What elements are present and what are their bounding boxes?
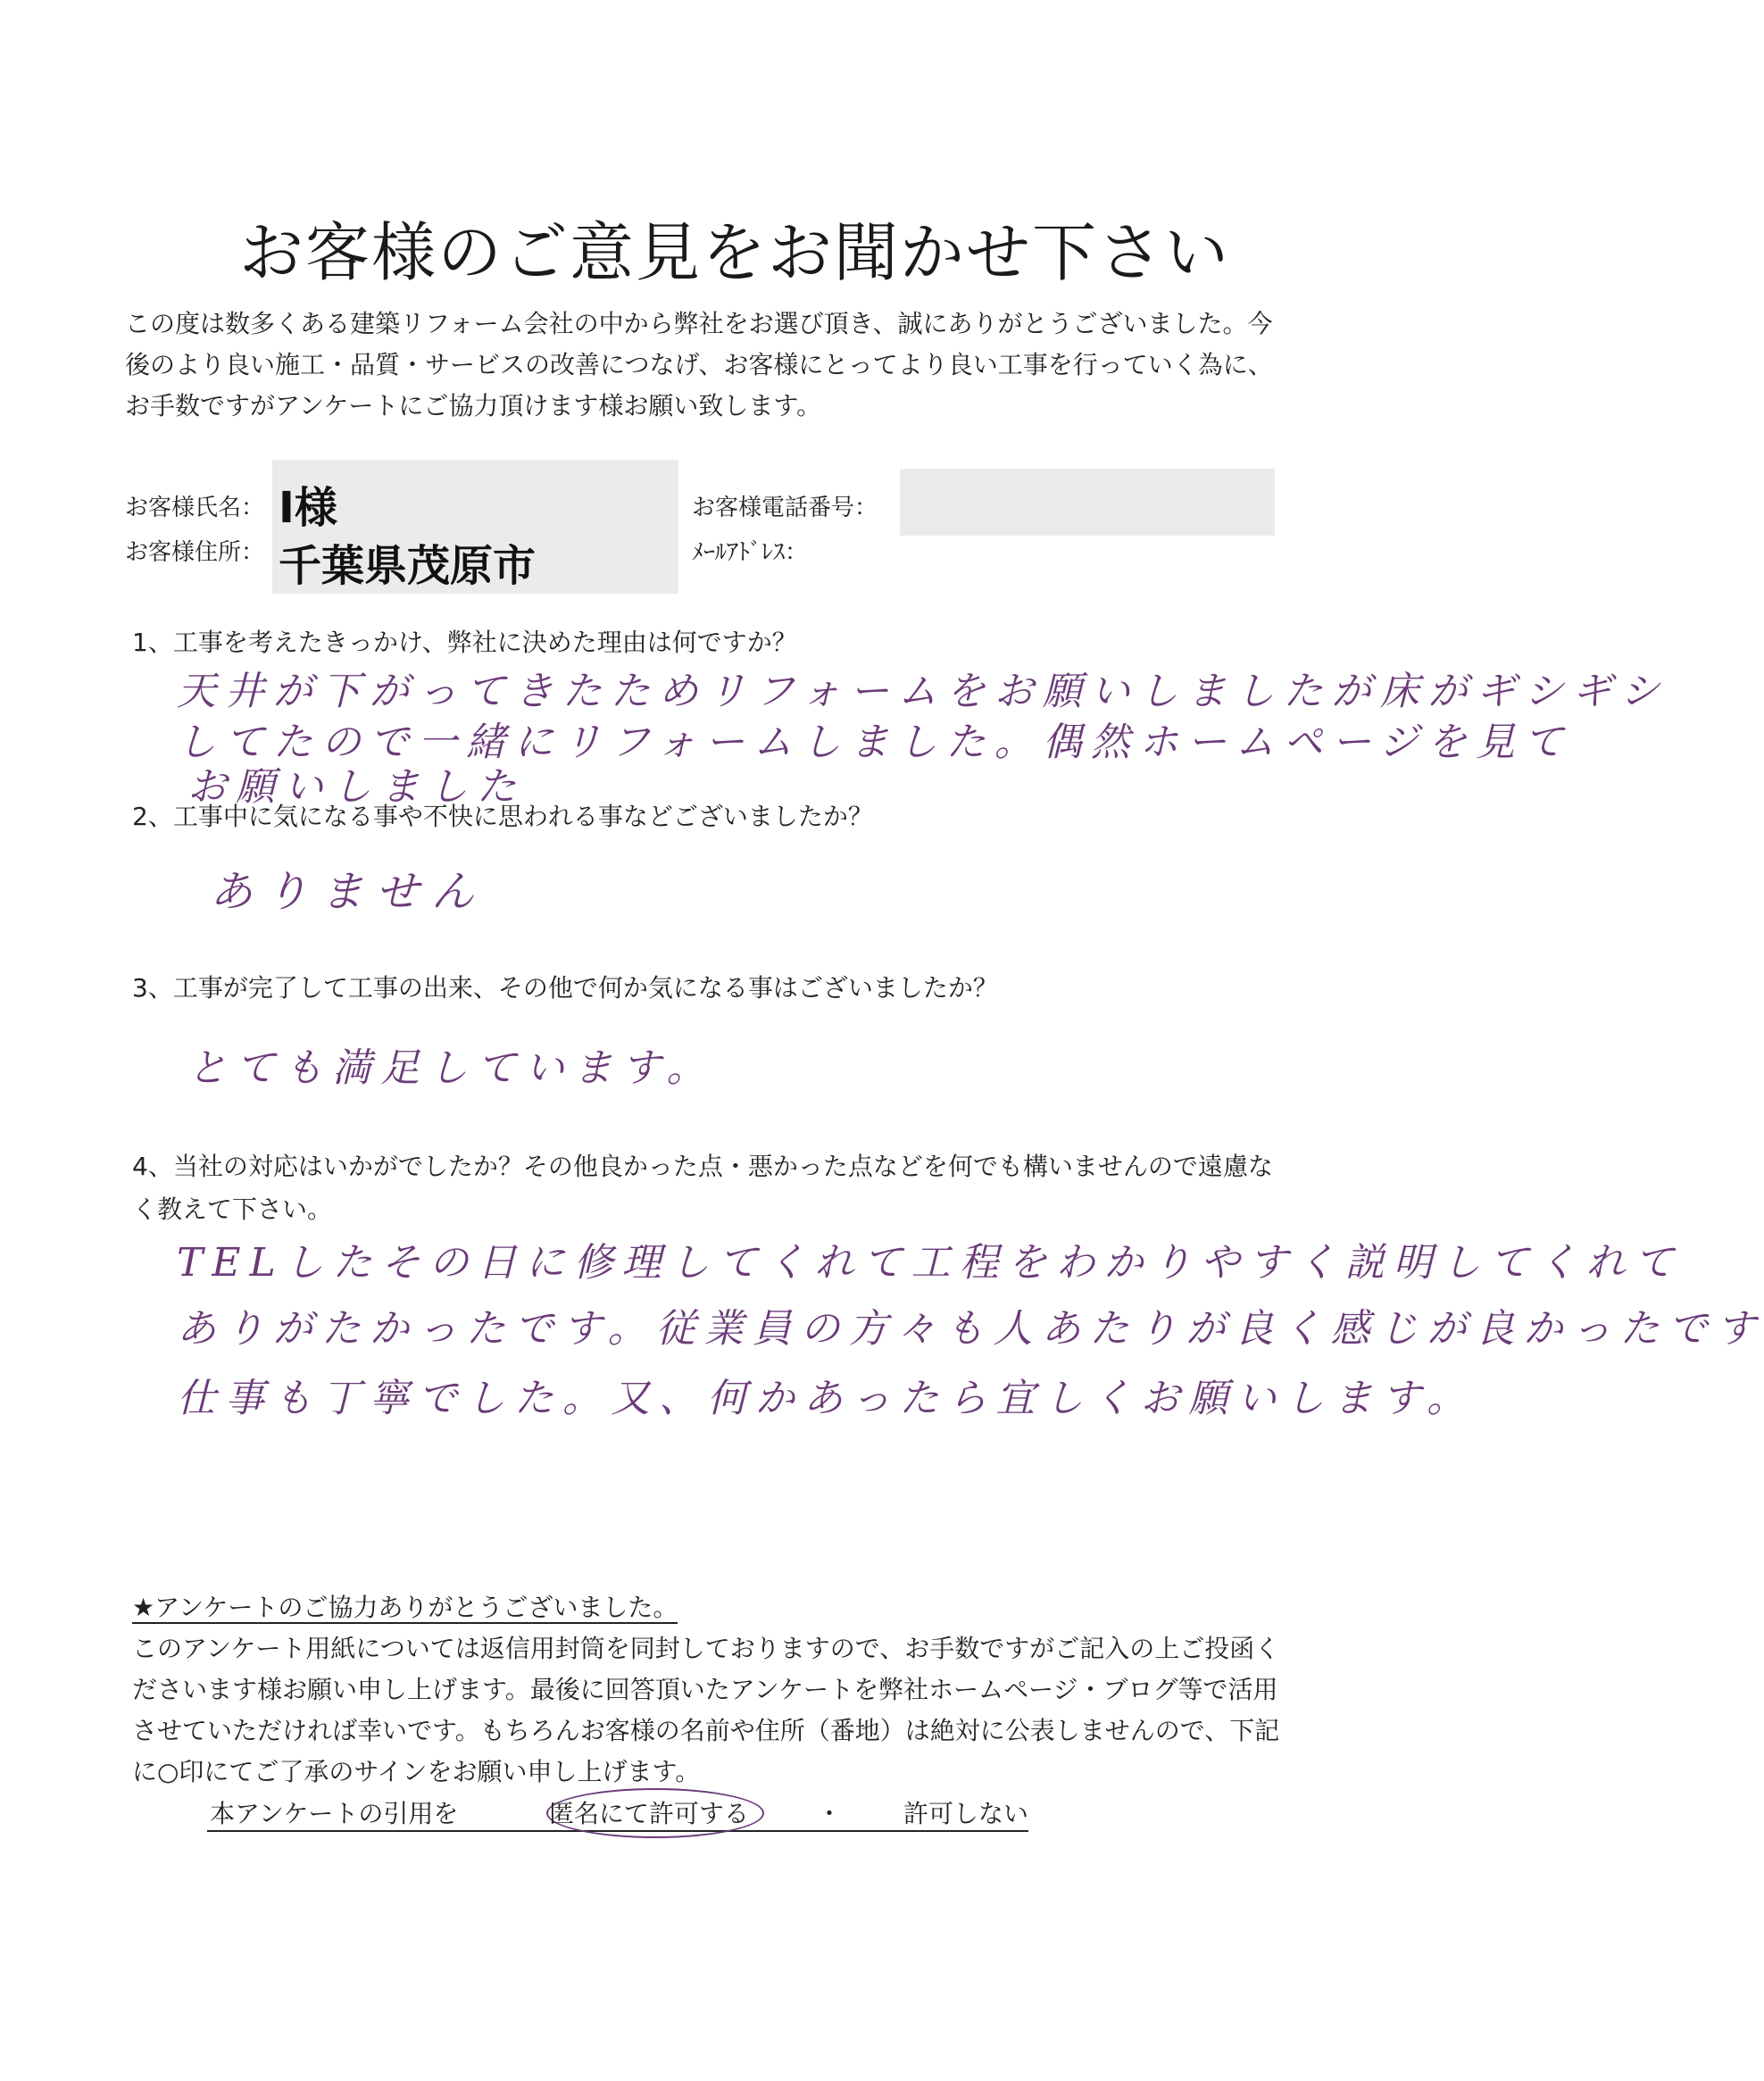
answer-1-line-1: 天井が下がってきたためリフォームをお願いしましたが床がギシギシ: [177, 669, 1668, 714]
footer-line-2: ださいます様お願い申し上げます。最後に回答頂いたアンケートを弊社ホームページ・ブログ等で活用: [132, 1675, 1278, 1704]
answer-4-line-3: 仕事も丁寧でした。又、何かあったら宜しくお願いします。: [177, 1376, 1476, 1421]
customer-address-label: お客様住所：: [125, 539, 265, 566]
consent-anonymous-option[interactable]: 匿名にて許可する: [549, 1799, 750, 1828]
footer-line-4: に○印にてご了承のサインをお願い申し上げます。: [132, 1757, 701, 1786]
footer-line-3: させていただければ幸いです。もちろんお客様の名前や住所（番地）は絶対に公表しませんので、下記: [132, 1716, 1280, 1745]
question-4-line-1: 4、当社の対応はいかがでしたか？その他良かった点・悪かった点などを何でも構いませんので遠慮な: [132, 1152, 1273, 1181]
phone-redaction: [900, 469, 1275, 536]
answer-1-line-2: してたので一緒にリフォームしました。偶然ホームページを見て: [177, 720, 1572, 765]
intro-line-2: 後のより良い施工・品質・サービスの改善につなげ、お客様にとってより良い工事を行っていく為に、: [125, 350, 1273, 379]
page-title: お客様のご意見をお聞かせ下さい: [238, 215, 1230, 290]
consent-deny-option[interactable]: 許可しない: [903, 1799, 1029, 1828]
footer-heading-text: ★アンケートのご協力ありがとうございました。: [132, 1593, 678, 1622]
intro-line-3: お手数ですがアンケートにご協力頂けます様お願い致します。: [125, 391, 822, 420]
customer-name-label: お客様氏名：: [125, 495, 265, 521]
consent-separator: ・: [817, 1799, 843, 1828]
answer-1-line-3: お願いしました: [187, 764, 525, 810]
footer-heading: [132, 1587, 1364, 1628]
question-2: 2、工事中に気になる事や不快に思われる事などございましたか？: [132, 802, 873, 831]
answer-2: ありません: [210, 867, 487, 917]
customer-name-value: I様: [279, 483, 337, 533]
consent-prefix: 本アンケートの引用を: [210, 1799, 459, 1828]
question-4-line-2: く教えて下さい。: [132, 1194, 333, 1224]
question-1: 1、工事を考えたきっかけ、弊社に決めた理由は何ですか？: [132, 628, 797, 657]
intro-line-1: この度は数多くある建築リフォーム会社の中から弊社をお選び頂き、誠にありがとうございました。今: [125, 309, 1273, 338]
customer-email-label: ﾒｰﾙｱﾄﾞﾚｽ：: [692, 539, 809, 566]
question-3: 3、工事が完了して工事の出来、その他で何か気になる事はございましたか？: [132, 973, 998, 1003]
answer-4-line-1: TELしたその日に修理してくれて工程をわかりやすく説明してくれて: [177, 1240, 1683, 1286]
footer-line-1: このアンケート用紙については返信用封筒を同封しておりますので、お手数ですがご記入の上ご投函く: [132, 1634, 1280, 1663]
answer-4-line-2: ありがたかったです。従業員の方々も人あたりが良く感じが良かったです: [177, 1306, 1764, 1352]
answer-3: とても満足しています。: [187, 1045, 715, 1091]
customer-phone-label: お客様電話番号：: [692, 495, 878, 521]
customer-address-value: 千葉県茂原市: [279, 541, 537, 591]
